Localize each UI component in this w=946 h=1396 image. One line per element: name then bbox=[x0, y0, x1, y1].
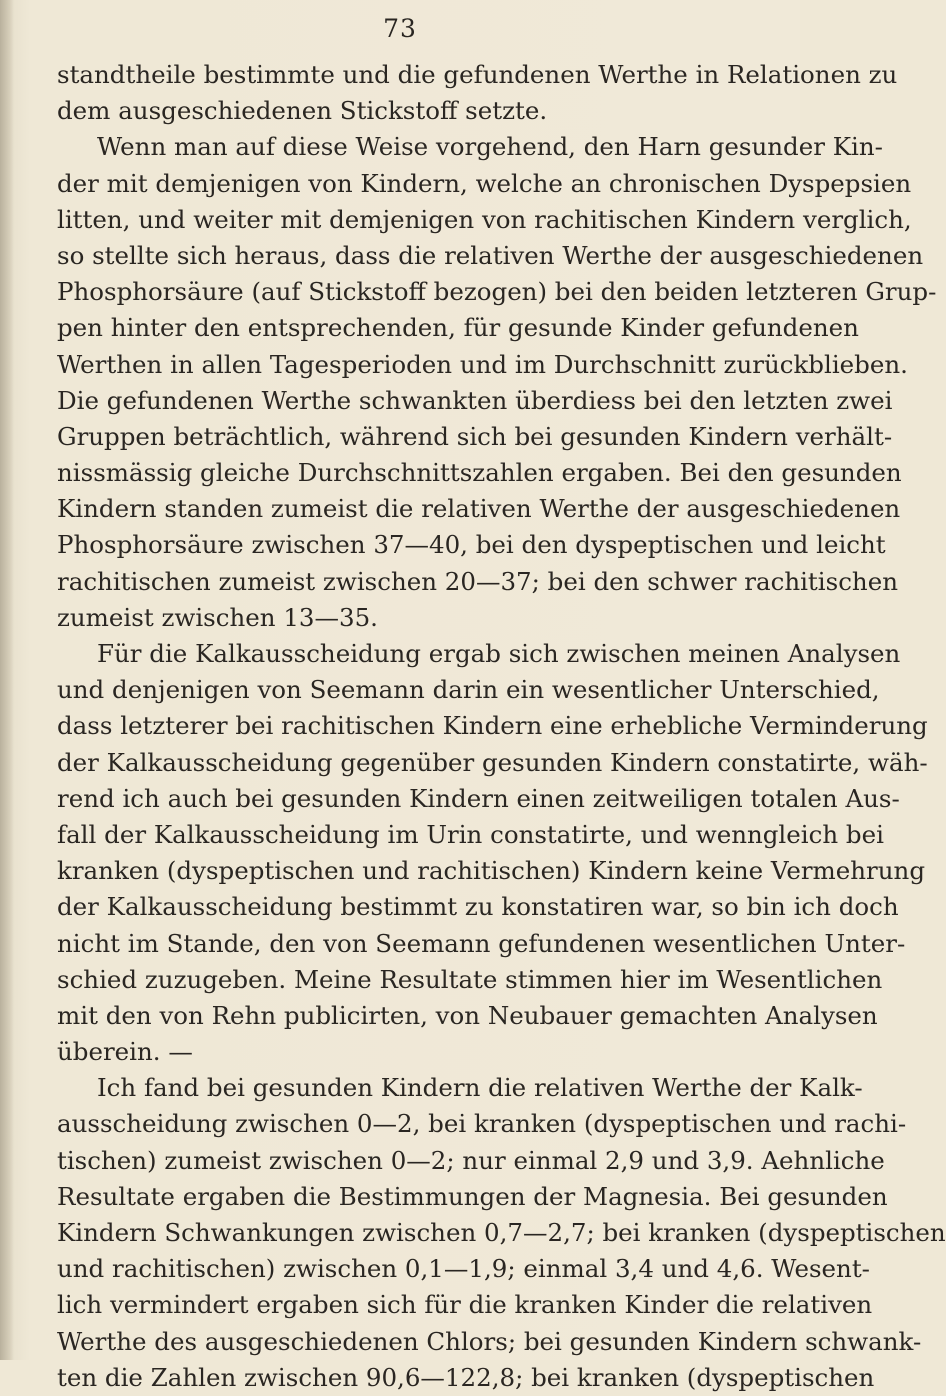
text-line: Für die Kalkausscheidung ergab sich zwischen meinen Analysen bbox=[97, 639, 901, 668]
text-line: Kindern standen zumeist die relativen Werthe der ausgeschiedenen bbox=[57, 494, 901, 524]
page-number: 73 bbox=[383, 14, 417, 43]
body-text bbox=[57, 57, 946, 1396]
text-line: kranken (dyspeptischen und rachitischen) Kindern keine Vermehrung bbox=[57, 856, 926, 886]
binding-edge bbox=[0, 0, 14, 1360]
text-line: überein. — bbox=[57, 1037, 193, 1067]
text-line: standtheile bestimmte und die gefundenen Werthe in Relationen zu bbox=[57, 60, 898, 89]
text-line: nicht im Stande, den von Seemann gefundenen wesentlichen Unter- bbox=[57, 928, 906, 958]
text-line: mit den von Rehn publicirten, von Neubauer gemachten Analysen bbox=[57, 1000, 878, 1030]
text-line: zumeist zwischen 13—35. bbox=[57, 602, 378, 632]
text-line: schied zuzugeben. Meine Resultate stimmen hier im Wesentlichen bbox=[57, 964, 883, 994]
text-line: und rachitischen) zwischen 0,1—1,9; einmal 3,4 und 4,6. Wesent- bbox=[57, 1254, 870, 1284]
text-line: tischen) zumeist zwischen 0—2; nur einmal 2,9 und 3,9. Aehnliche bbox=[57, 1145, 885, 1175]
text-line: ten die Zahlen zwischen 90,6—122,8; bei kranken (dyspeptischen bbox=[57, 1362, 875, 1392]
text-line: rachitischen zumeist zwischen 20—37; bei den schwer rachitischen bbox=[57, 566, 898, 596]
text-line: der Kalkausscheidung bestimmt zu konstatiren war, so bin ich doch bbox=[57, 892, 899, 922]
text-line: Die gefundenen Werthe schwankten überdiess bei den letzten zwei bbox=[57, 385, 893, 415]
text-line: Resultate ergaben die Bestimmungen der Magnesia. Bei gesunden bbox=[57, 1181, 888, 1211]
text-line: Phosphorsäure zwischen 37—40, bei den dyspeptischen und leicht bbox=[57, 530, 886, 560]
text-line: ausscheidung zwischen 0—2, bei kranken (dyspeptischen und rachi- bbox=[57, 1109, 907, 1139]
text-line: Werthen in allen Tagesperioden und im Durchschnitt zurückblieben. bbox=[57, 349, 908, 379]
text-line: Phosphorsäure (auf Stickstoff bezogen) bei den beiden letzteren Grup- bbox=[57, 277, 937, 307]
text-line: rend ich auch bei gesunden Kindern einen zeitweiligen totalen Aus- bbox=[57, 783, 900, 813]
text-line: nissmässig gleiche Durchschnittszahlen ergaben. Bei den gesunden bbox=[57, 458, 902, 488]
text-line: Werthe des ausgeschiedenen Chlors; bei gesunden Kindern schwank- bbox=[57, 1326, 922, 1356]
text-line: dem ausgeschiedenen Stickstoff setzte. bbox=[57, 96, 548, 126]
text-line: dass letzterer bei rachitischen Kindern eine erhebliche Verminderung bbox=[57, 711, 928, 741]
text-line: lich vermindert ergaben sich für die kranken Kinder die relativen bbox=[57, 1290, 873, 1320]
text-line: der mit demjenigen von Kindern, welche an chronischen Dyspepsien bbox=[57, 168, 912, 198]
text-line: pen hinter den entsprechenden, für gesunde Kinder gefundenen bbox=[57, 313, 859, 343]
text-line: Ich fand bei gesunden Kindern die relativen Werthe der Kalk- bbox=[97, 1073, 863, 1103]
text-line: und denjenigen von Seemann darin ein wesentlicher Unterschied, bbox=[57, 675, 880, 705]
text-line: Wenn man auf diese Weise vorgehend, den Harn gesunder Kin- bbox=[97, 132, 883, 162]
text-line: litten, und weiter mit demjenigen von rachitischen Kindern verglich, bbox=[57, 204, 912, 234]
text-line: Gruppen beträchtlich, während sich bei gesunden Kindern verhält- bbox=[57, 421, 893, 451]
text-line: der Kalkausscheidung gegenüber gesunden Kindern constatirte, wäh- bbox=[57, 747, 928, 777]
text-line: so stellte sich heraus, dass die relativen Werthe der ausgeschiedenen bbox=[57, 240, 924, 270]
text-line: Kindern Schwankungen zwischen 0,7—2,7; bei kranken (dyspeptischen bbox=[57, 1218, 946, 1247]
text-line: fall der Kalkausscheidung im Urin constatirte, und wenngleich bei bbox=[57, 819, 884, 849]
